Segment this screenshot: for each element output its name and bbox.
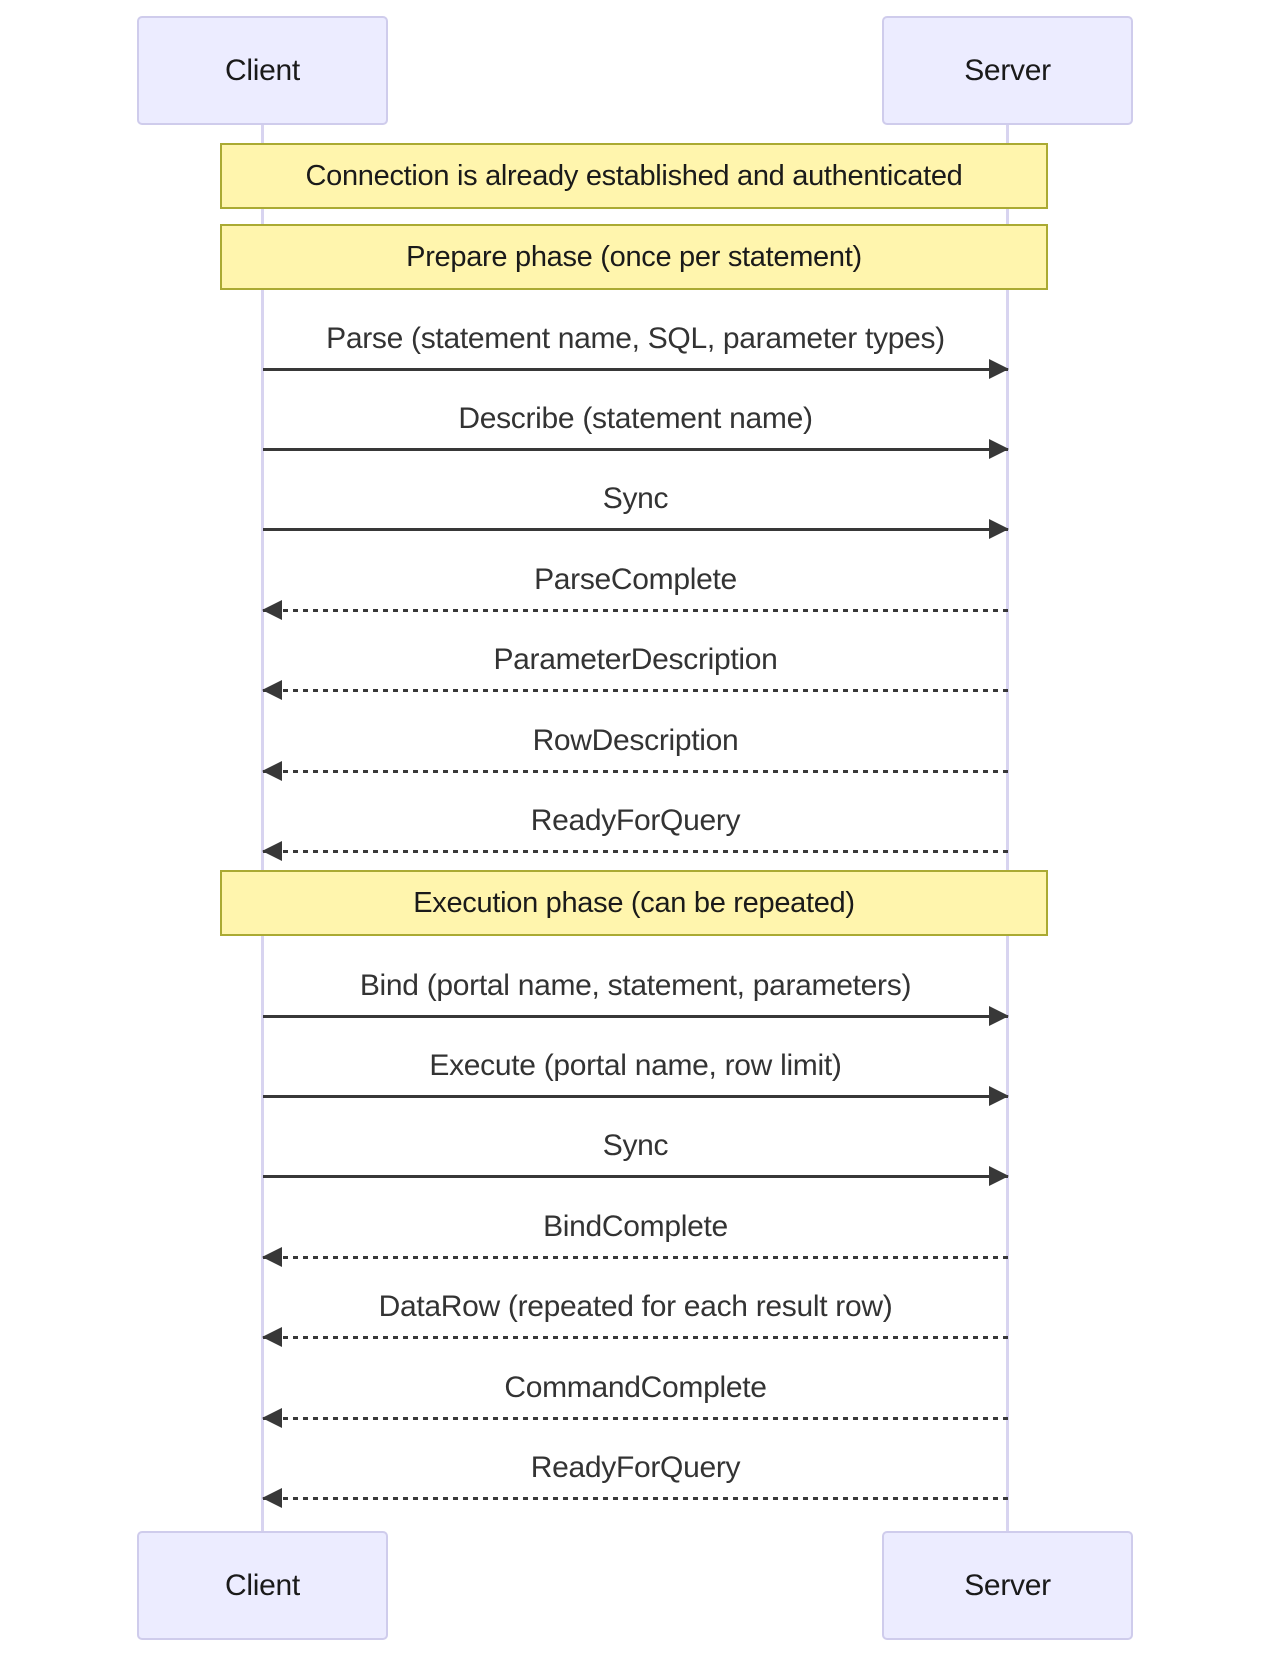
- message-line: [263, 1256, 1008, 1259]
- arrowhead-icon: [262, 761, 282, 781]
- note-label: Execution phase (can be repeated): [413, 886, 855, 919]
- message-line: [263, 1417, 1008, 1420]
- actor-label: Server: [964, 1568, 1051, 1602]
- message-request: [263, 482, 1008, 531]
- message-label: ReadyForQuery: [530, 804, 741, 837]
- message-line: [263, 1095, 1008, 1098]
- note-label: Connection is already established and authenticated: [305, 159, 963, 192]
- message-label: ParameterDescription: [493, 643, 778, 676]
- message-request: [263, 1129, 1008, 1178]
- message-label: Execute (portal name, row limit): [429, 1049, 842, 1082]
- message-line: [263, 1175, 1008, 1178]
- message-response: [263, 1371, 1008, 1420]
- message-line: [263, 448, 1008, 451]
- message-request: [263, 322, 1008, 371]
- arrowhead-icon: [262, 600, 282, 620]
- message-label: Sync: [602, 482, 669, 515]
- actor-label: Server: [964, 53, 1051, 87]
- message-label: Parse (statement name, SQL, parameter types): [326, 322, 945, 355]
- message-label: Bind (portal name, statement, parameters): [359, 969, 912, 1002]
- message-request: [263, 402, 1008, 451]
- actor-client-bottom: [137, 1531, 388, 1640]
- arrowhead-icon: [989, 1166, 1009, 1186]
- arrowhead-icon: [989, 1006, 1009, 1026]
- message-request: [263, 969, 1008, 1018]
- message-line: [263, 689, 1008, 692]
- message-label: Describe (statement name): [458, 402, 813, 435]
- message-line: [263, 1336, 1008, 1339]
- message-label: BindComplete: [543, 1210, 728, 1243]
- message-line: [263, 1497, 1008, 1500]
- arrowhead-icon: [989, 359, 1009, 379]
- message-response: [263, 643, 1008, 692]
- message-line: [263, 368, 1008, 371]
- message-response: [263, 1451, 1008, 1500]
- message-label: Sync: [602, 1129, 669, 1162]
- message-response: [263, 1210, 1008, 1259]
- message-line: [263, 609, 1008, 612]
- arrowhead-icon: [262, 1408, 282, 1428]
- message-line: [263, 528, 1008, 531]
- message-line: [263, 1015, 1008, 1018]
- message-response: [263, 1290, 1008, 1339]
- arrowhead-icon: [262, 841, 282, 861]
- arrowhead-icon: [989, 439, 1009, 459]
- message-label: ParseComplete: [534, 563, 737, 596]
- note-execution-phase: [220, 870, 1048, 936]
- actor-server-bottom: [882, 1531, 1133, 1640]
- actor-label: Client: [225, 53, 300, 87]
- arrowhead-icon: [989, 1086, 1009, 1106]
- arrowhead-icon: [262, 680, 282, 700]
- message-response: [263, 563, 1008, 612]
- actor-label: Client: [225, 1568, 300, 1602]
- actor-server-top: [882, 16, 1133, 125]
- message-label: RowDescription: [532, 724, 739, 757]
- message-response: [263, 804, 1008, 853]
- message-label: DataRow (repeated for each result row): [378, 1290, 893, 1323]
- message-line: [263, 770, 1008, 773]
- note-prepare-phase: [220, 224, 1048, 290]
- note-connection-established: [220, 143, 1048, 209]
- arrowhead-icon: [262, 1327, 282, 1347]
- message-line: [263, 850, 1008, 853]
- note-label: Prepare phase (once per statement): [406, 240, 862, 273]
- message-label: CommandComplete: [504, 1371, 767, 1404]
- arrowhead-icon: [262, 1488, 282, 1508]
- message-label: ReadyForQuery: [530, 1451, 741, 1484]
- arrowhead-icon: [989, 519, 1009, 539]
- message-request: [263, 1049, 1008, 1098]
- actor-client-top: [137, 16, 388, 125]
- arrowhead-icon: [262, 1247, 282, 1267]
- message-response: [263, 724, 1008, 773]
